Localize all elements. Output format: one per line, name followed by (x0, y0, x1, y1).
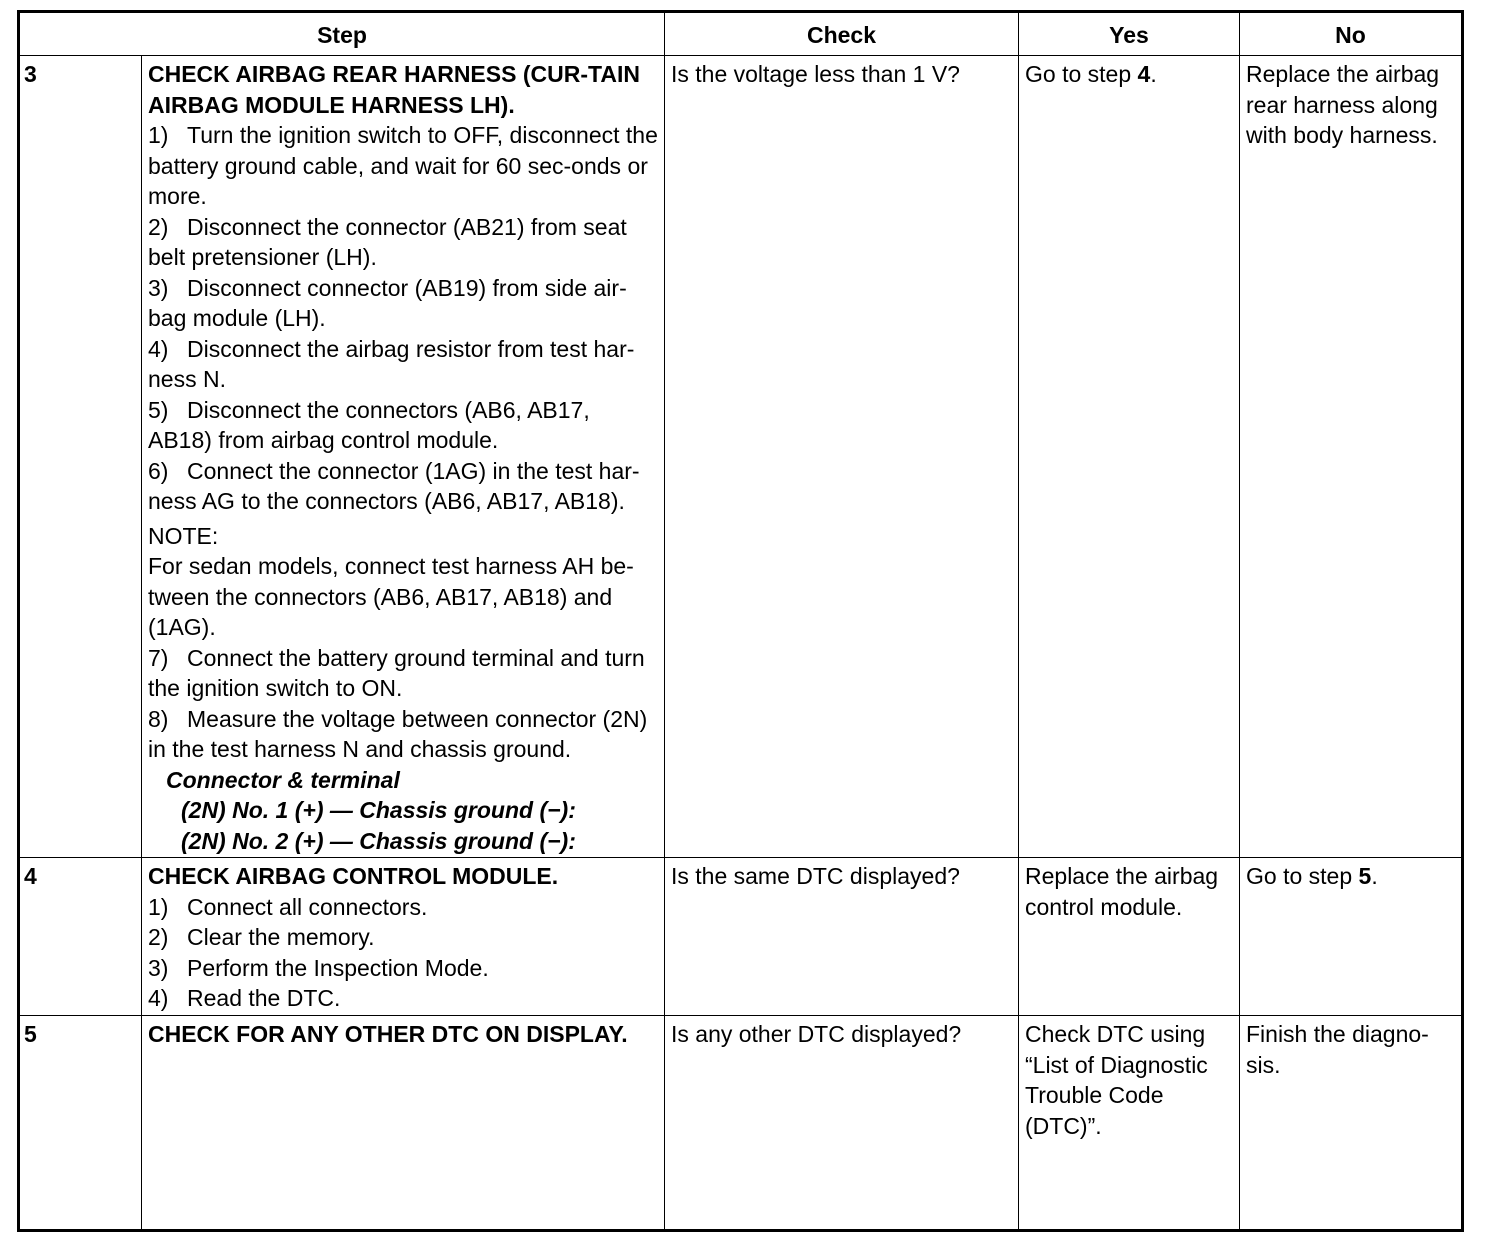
connector-item: (2N) No. 1 (+) — Chassis ground (−): (181, 797, 576, 823)
table-row-step-5 (19, 1016, 1463, 1231)
step-content (142, 56, 665, 858)
connector-item: (2N) No. 2 (+) — Chassis ground (−): (181, 827, 576, 854)
no-text: Finish the diagno-sis. (1246, 1021, 1429, 1078)
note-label: NOTE: (148, 522, 219, 549)
note-text: For sedan models, connect test harness AH be-tween the connectors (AB6, AB17, AB18) and (1AG). (148, 553, 634, 640)
instruction: 2) Disconnect the connector (AB21) from seat belt pretensioner (LH). (148, 213, 627, 270)
instruction: 1) Turn the ignition switch to OFF, disconnect the battery ground cable, and wait for 60 sec-onds or more. (148, 122, 658, 209)
header-check: Check (665, 12, 1019, 56)
yes-cell (1019, 56, 1240, 858)
no-cell (1240, 1016, 1463, 1231)
step-title: CHECK AIRBAG CONTROL MODULE. (148, 863, 559, 889)
instruction: 4) Read the DTC. (148, 985, 341, 1011)
instruction: 2) Clear the memory. (148, 924, 375, 950)
header-no: No (1240, 12, 1463, 56)
instruction: 8) Measure the voltage between connector (2N) in the test harness N and chassis ground. (148, 705, 648, 762)
header-yes: Yes (1019, 12, 1240, 56)
step-number (19, 858, 142, 1016)
step-content (142, 858, 665, 1016)
step-title: CHECK FOR ANY OTHER DTC ON DISPLAY. (148, 1021, 628, 1047)
instruction: 3) Disconnect connector (AB19) from side air-bag module (LH). (148, 274, 627, 331)
instruction: 5) Disconnect the connectors (AB6, AB17, AB18) from airbag control module. (148, 396, 590, 453)
step-number (19, 56, 142, 858)
table-row-step-4 (19, 858, 1463, 1016)
step-title: CHECK AIRBAG REAR HARNESS (CUR-TAIN AIRBAG MODULE HARNESS LH). (148, 61, 640, 118)
step-number-text: 5 (24, 1021, 37, 1047)
instruction: 3) Perform the Inspection Mode. (148, 954, 489, 981)
step-number-text: 3 (24, 61, 37, 87)
instruction: 4) Disconnect the airbag resistor from test har-ness N. (148, 335, 635, 392)
instruction: 7) Connect the battery ground terminal and turn the ignition switch to ON. (148, 644, 645, 701)
instruction: 6) Connect the connector (1AG) in the test har-ness AG to the connectors (AB6, AB17, AB18). (148, 457, 640, 514)
no-cell (1240, 858, 1463, 1016)
header-row (19, 12, 1463, 56)
step-number-text: 4 (24, 863, 37, 889)
yes-cell (1019, 1016, 1240, 1231)
header-step: Step (19, 12, 665, 56)
check-text: Is the voltage less than 1 V? (671, 61, 960, 87)
yes-text: Replace the airbag control module. (1025, 863, 1219, 920)
no-text: Go to step 5. (1246, 863, 1378, 889)
instruction: 1) Connect all connectors. (148, 893, 428, 920)
step-number (19, 1016, 142, 1231)
check-text: Is any other DTC displayed? (671, 1021, 962, 1047)
diagnostic-table (17, 10, 1464, 1232)
check-cell (665, 858, 1019, 1016)
check-cell (665, 56, 1019, 858)
connector-heading: Connector & terminal (166, 766, 400, 793)
table-row-step-3 (19, 56, 1463, 858)
yes-text: Check DTC using “List of Diagnostic Trouble Code (DTC)”. (1025, 1021, 1208, 1139)
no-cell (1240, 56, 1463, 858)
no-text: Replace the airbag rear harness along with body harness. (1246, 61, 1440, 148)
check-text: Is the same DTC displayed? (671, 863, 960, 889)
yes-text: Go to step 4. (1025, 61, 1157, 87)
yes-cell (1019, 858, 1240, 1016)
step-content (142, 1016, 665, 1231)
check-cell (665, 1016, 1019, 1231)
